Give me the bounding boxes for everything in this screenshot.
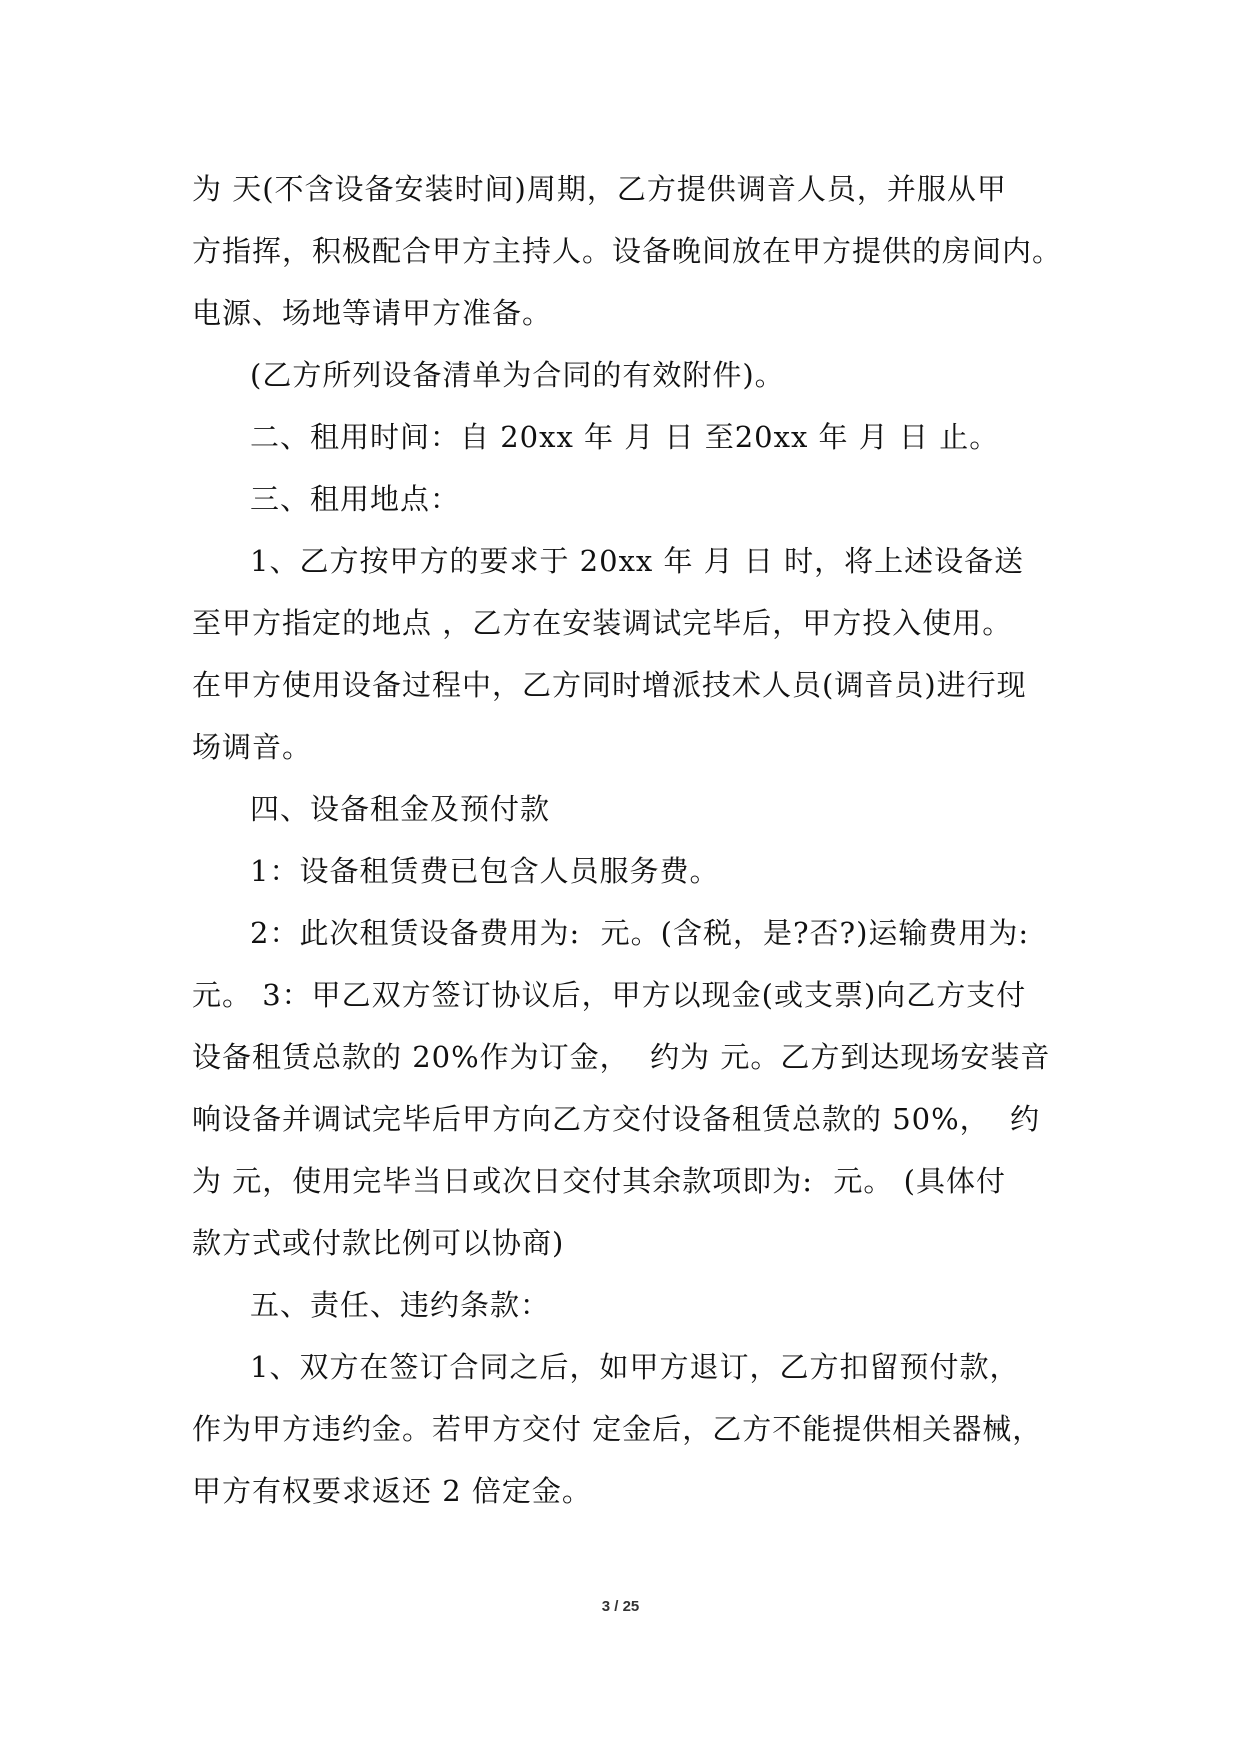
text-line: 设备租赁总款的 20%作为订金， 约为 元。乙方到达现场安装音 [192,1040,1051,1074]
section-heading: 三、租用地点： [250,482,461,516]
page-number: 3 / 25 [601,1598,640,1615]
text-line: 1、乙方按甲方的要求于 20xx 年 月 日 时，将上述设备送 [250,544,1025,578]
document-body [192,158,1063,1522]
text-line: 为 天(不含设备安装时间)周期，乙方提供调音人员，并服从甲 [192,172,1007,206]
text-line: 场调音。 [192,730,313,764]
section-heading: 四、设备租金及预付款 [250,792,551,826]
text-line: 2：此次租赁设备费用为: 元。(含税，是?否?)运输费用为: [250,916,1030,950]
text-line: 电源、场地等请甲方准备。 [192,296,553,330]
text-line: 元。 3：甲乙双方签订协议后，甲方以现金(或支票)向乙方支付 [192,978,1027,1012]
section-heading: 五、责任、违约条款： [250,1288,551,1322]
text-line: 在甲方使用设备过程中，乙方同时增派技术人员(调音员)进行现 [192,668,1027,702]
text-line: 二、租用时间：自 20xx 年 月 日 至20xx 年 月 日 止。 [250,420,1000,454]
text-line: 作为甲方违约金。若甲方交付 定金后，乙方不能提供相关器械， [192,1412,1043,1446]
text-line: 响设备并调试完毕后甲方向乙方交付设备租赁总款的 50%， 约 [192,1102,1041,1136]
text-line: 甲方有权要求返还 2 倍定金。 [192,1474,592,1508]
text-line: 方指挥，积极配合甲方主持人。设备晚间放在甲方提供的房间内。 [192,234,1063,268]
text-line: 1、双方在签订合同之后，如甲方退订，乙方扣留预付款， [250,1350,1020,1384]
text-line: 1：设备租赁费已包含人员服务费。 [250,854,720,888]
text-line: 为 元，使用完毕当日或次日交付其余款项即为: 元。 (具体付 [192,1164,1006,1198]
text-line: (乙方所列设备清单为合同的有效附件)。 [250,358,785,392]
text-line: 款方式或付款比例可以协商) [192,1226,565,1260]
text-line: 至甲方指定的地点 ，乙方在安装调试完毕后，甲方投入使用。 [192,606,1013,640]
